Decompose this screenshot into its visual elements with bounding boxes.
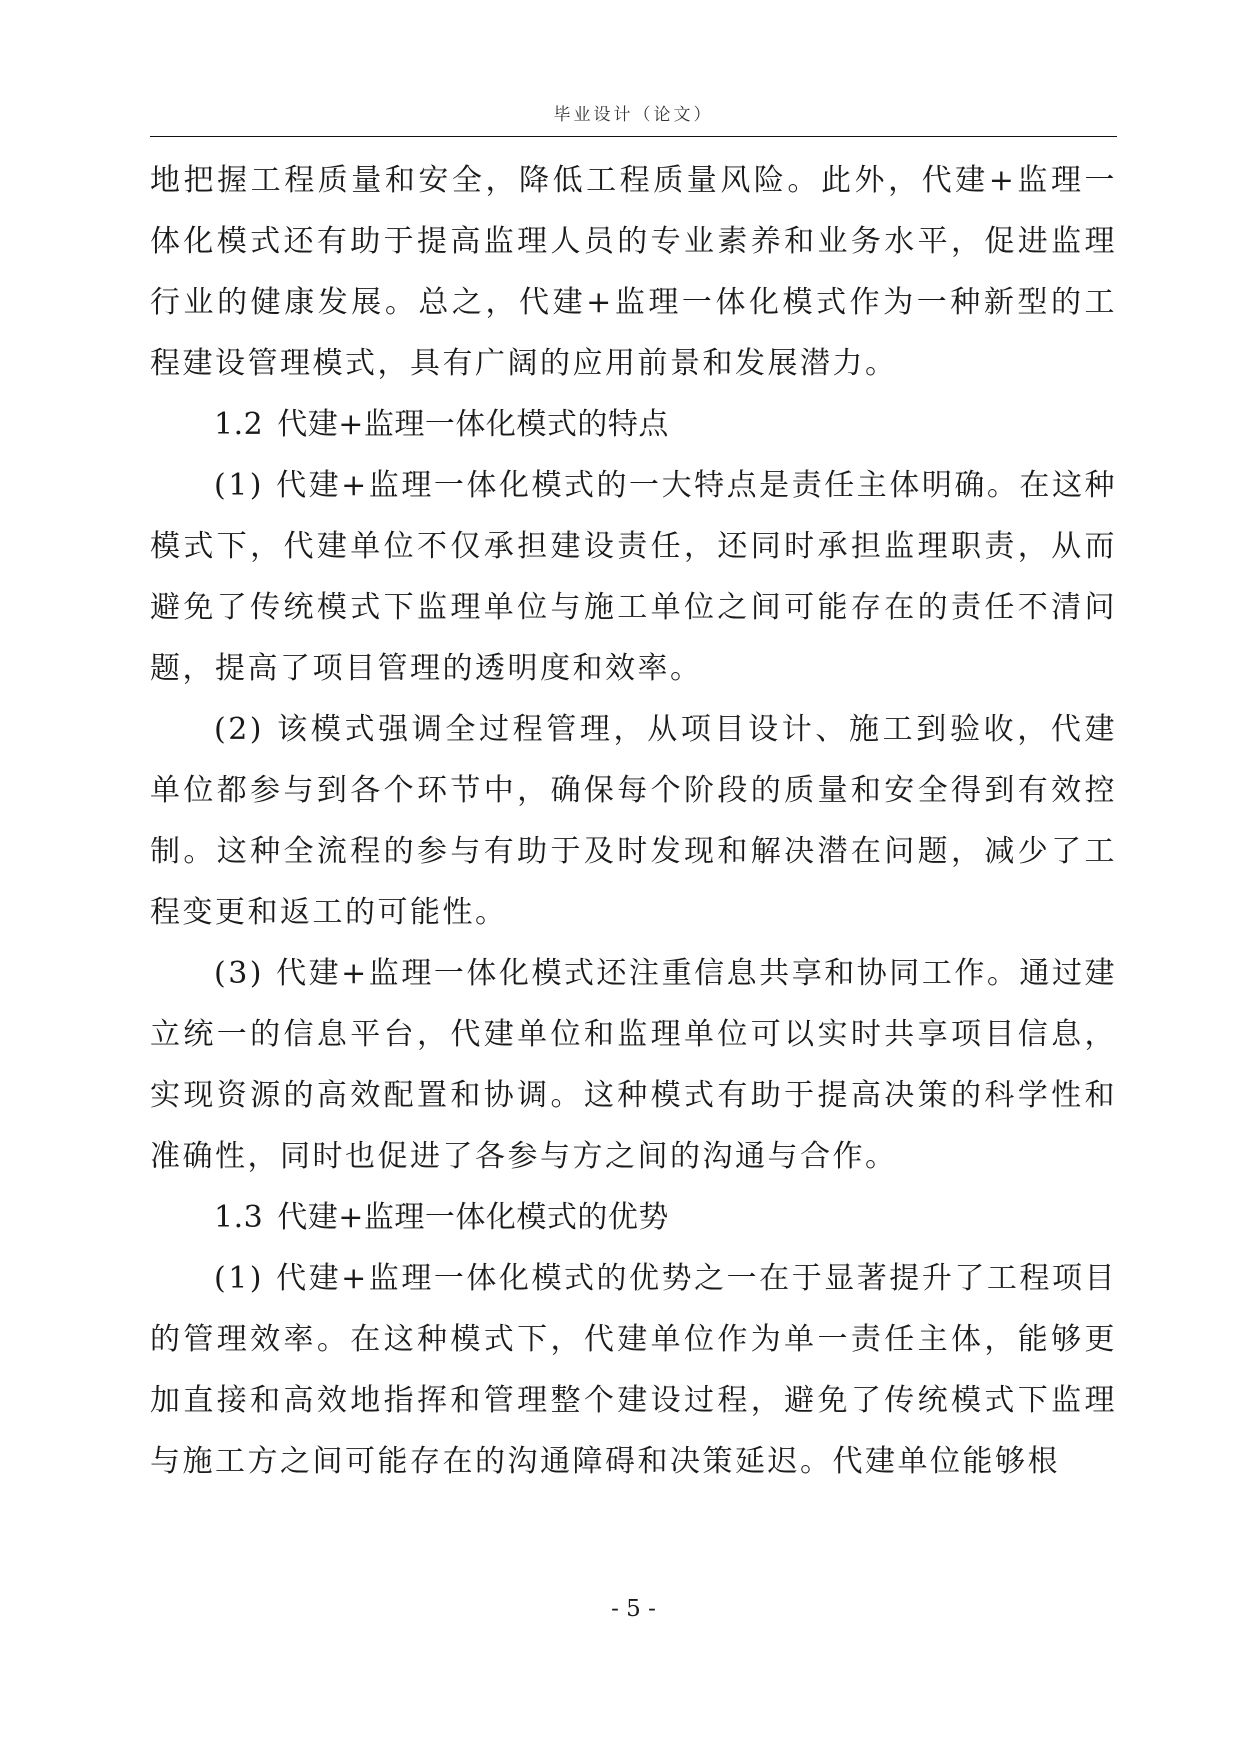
paragraph-item-2: (2) 该模式强调全过程管理，从项目设计、施工到验收，代建单位都参与到各个环节中，确保每个阶段的质量和安全得到有效控制。这种全流程的参与有助于及时发现和解决潜在问题，减少了工程变更和返工的可能性。: [150, 712, 1117, 930]
paragraph-item-1: (1) 代建+监理一体化模式的一大特点是责任主体明确。在这种模式下，代建单位不仅承担建设责任，还同时承担监理职责，从而避免了传统模式下监理单位与施工单位之间可能存在的责任不清问题，提高了项目管理的透明度和效率。: [150, 468, 1117, 686]
header-rule: [150, 136, 1117, 137]
section-number: 1.2: [214, 407, 264, 442]
page-body: [150, 150, 1117, 1492]
section-number: 1.3: [214, 1200, 264, 1235]
section-heading-1-2: [150, 394, 1117, 455]
section-heading-1-3: [150, 1187, 1117, 1248]
paragraph-intro: 地把握工程质量和安全，降低工程质量风险。此外，代建+监理一体化模式还有助于提高监理人员的专业素养和业务水平，促进监理行业的健康发展。总之，代建+监理一体化模式作为一种新型的工程建设管理模式，具有广阔的应用前景和发展潜力。: [150, 163, 1117, 381]
paragraph-advantage-1: (1) 代建+监理一体化模式的优势之一在于显著提升了工程项目的管理效率。在这种模式下，代建单位作为单一责任主体，能够更加直接和高效地指挥和管理整个建设过程，避免了传统模式下监理与施工方之间可能存在的沟通障碍和决策延迟。代建单位能够根: [150, 1261, 1117, 1479]
section-title: 代建+监理一体化模式的特点: [277, 407, 669, 442]
paragraph-item-3: (3) 代建+监理一体化模式还注重信息共享和协同工作。通过建立统一的信息平台，代建单位和监理单位可以实时共享项目信息，实现资源的高效配置和协调。这种模式有助于提高决策的科学性和准确性，同时也促进了各参与方之间的沟通与合作。: [150, 956, 1117, 1174]
running-header: 毕业设计（论文）: [553, 105, 714, 125]
page-number: - 5 -: [611, 1596, 656, 1622]
section-title: 代建+监理一体化模式的优势: [277, 1200, 669, 1235]
